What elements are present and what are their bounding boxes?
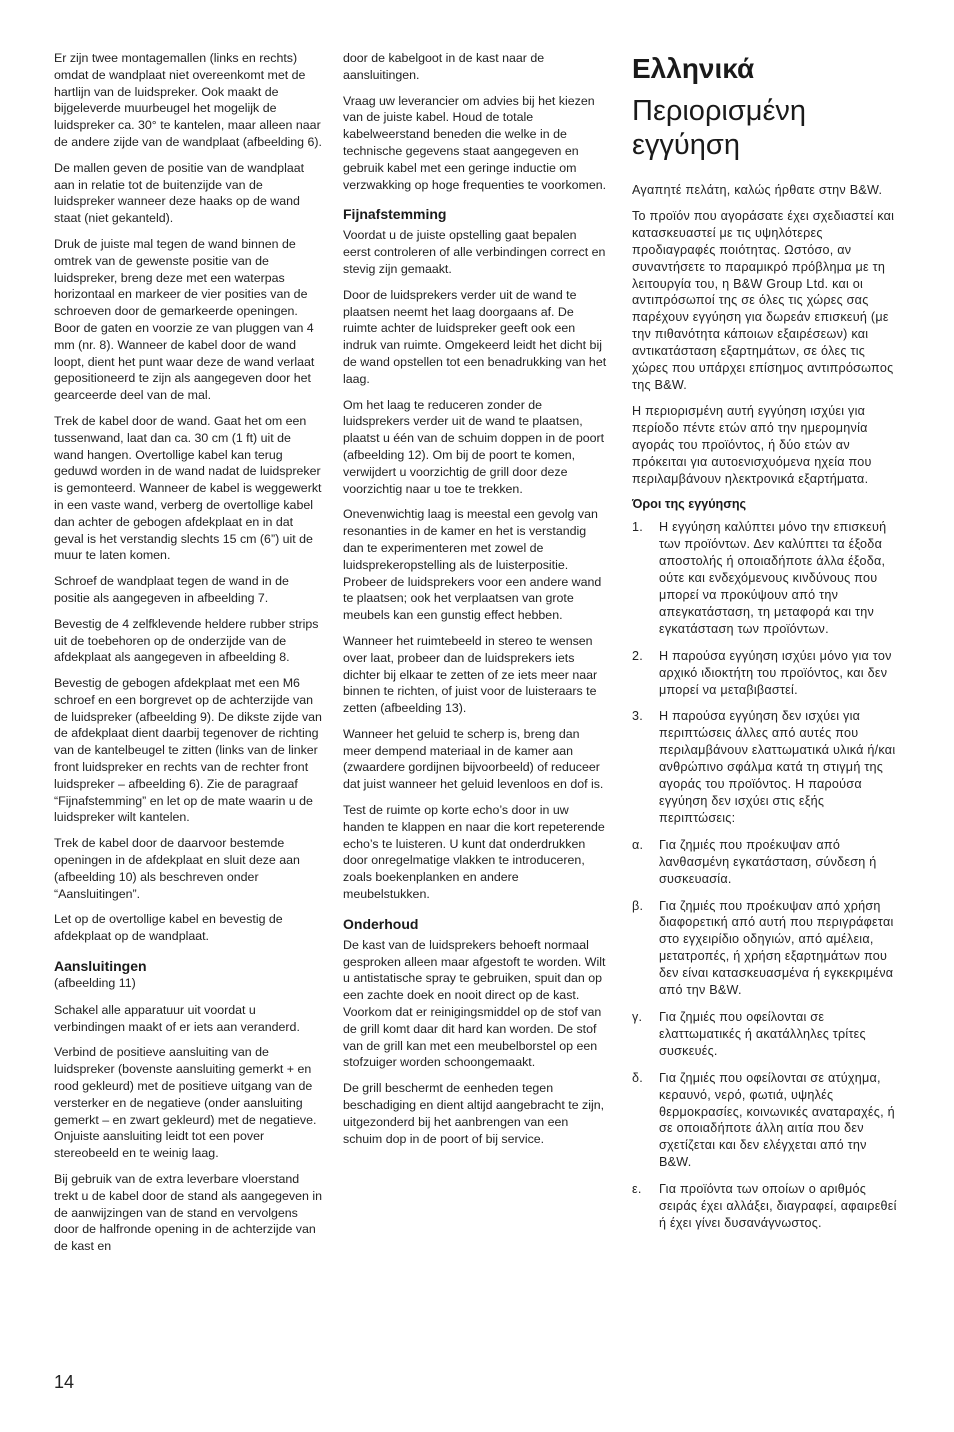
list-item-text: Για ζημιές που οφείλονται σε ατύχημα, κεραυνό, νερό, φωτιά, υψηλές θερμοκρασίες, κοινωνικές αναταραχές, ή σε οποιαδήποτε άλλη αιτία που δεν σχετίζεται και δεν ελέγχεται από την B&W. bbox=[659, 1070, 895, 1170]
paragraph: Bevestig de 4 zelfklevende heldere rubber strips uit de toebehoren op de onderzijde van de afdekplaat als aangegeven in afbeelding 8. bbox=[54, 616, 319, 665]
document-title-line: Περιορισμένη bbox=[632, 95, 807, 127]
document-title-line: εγγύηση bbox=[632, 129, 740, 161]
section-heading-onderhoud: Onderhoud bbox=[343, 915, 419, 932]
document-title bbox=[632, 94, 898, 162]
paragraph: Test de ruimte op korte echo’s door in uw handen te klappen en naar die kort repeterende echo’s te luisteren. U kunt dat onderdrukken door onregelmatige vlakken te introduceren, zoals boekenplanken en andere meubelstukken. bbox=[343, 803, 605, 902]
list-item bbox=[632, 837, 898, 888]
list-item bbox=[632, 648, 898, 699]
paragraph: Η περιορισμένη αυτή εγγύηση ισχύει για περίοδο πέντε ετών από την ημερομηνία αγοράς του προϊόντος, ή δύο ετών αν πρόκειται για αυτοενισχυόμενα ηχεία που περιλαμβάνουν ηλεκτρονικά εξαρτήματα. bbox=[632, 403, 872, 486]
list-item bbox=[632, 708, 898, 826]
paragraph: Om het laag te reduceren zonder de luidsprekers verder uit de wand te plaatsen, plaatst u één van de schuim doppen in de poort (afbeelding 12). Om bij de poort te komen, verwijdert u voorzichtig de grill door deze voorzichtig naar u toe te trekken. bbox=[343, 397, 605, 496]
paragraph: Druk de juiste mal tegen de wand binnen de omtrek van de gewenste positie van de luidspreker, breng deze met een waterpas horizontaal en markeer de vier posities van de schroeven door de gemarkeerde openingen. Boor de gaten en voorzie ze van pluggen van 4 mm (nr. 8). Wanneer de kabel door de wand loopt, dient het punt waar deze de wand verlaat gepositioneerd te zijn als aangegeven door het gearceerde deel van de mal. bbox=[54, 236, 315, 403]
column-right bbox=[632, 50, 898, 1242]
list-item-text: Η εγγύηση καλύπτει μόνο την επισκευή των προϊόντων. Δεν καλύπτει τα έξοδα αποστολής ή οποιαδήποτε άλλα έξοδα, ούτε και ενδεχόμενους κινδύνους που μπορεί να προκύψουν από την απεγκατάσταση, τη μεταφορά και την εγκατάσταση των προϊόντων. bbox=[659, 520, 887, 636]
list-item-text: Για ζημιές που οφείλονται σε ελαττωματικές ή ακατάλληλες τρίτες συσκευές. bbox=[659, 1009, 866, 1058]
list-item bbox=[632, 519, 898, 637]
list-item-number: 1. bbox=[632, 520, 644, 535]
paragraph: Bevestig de gebogen afdekplaat met een M6 schroef en een borgrevet op de achterzijde van de luidspreker (afbeelding 9). De dikste zijde van de afdekplaat dient daarbij tegenover de richting van de kantelbeugel te zitten (links van de linker front luidspreker en rechts van de rechter front luidspreker – afbeelding 6). Zie de paragraaf “Fijnafstemming” en let op de mate waarin u de luidspreker wilt kantelen. bbox=[54, 676, 322, 825]
terms-list bbox=[632, 519, 898, 1231]
list-item-text: Για ζημιές που προέκυψαν από λανθασμένη εγκατάσταση, σύνδεση ή συσκευασία. bbox=[659, 837, 877, 886]
list-item bbox=[632, 898, 898, 999]
paragraph: Το προϊόν που αγοράσατε έχει σχεδιαστεί και κατασκευαστεί με τις υψηλότερες προδιαγραφές ποιότητας. Ωστόσο, αν συναντήσετε το παραμικρό πρόβλημα με τη λειτουργία του, η B&W Group Ltd. και οι αντιπρόσωποί της σε όλες τις χώρες σας παρέχουν εγγύηση για δωρεάν επισκευή (με την πιθανότητα κάποιων εξαιρέσεων) και αντικατάσταση εξαρτημάτων, σε όλες τις χώρες που υπάρχει επίσημος αντιπρόσωπος της B&W. bbox=[632, 208, 895, 392]
paragraph: De grill beschermt de eenheden tegen beschadiging en dient altijd aangebracht te zijn, uitgezonderd bij het aanbrengen van een schuim dop in de poort of bij service. bbox=[343, 1081, 605, 1146]
paragraph: Let op de overtollige kabel en bevestig de afdekplaat op de wandplaat. bbox=[54, 912, 283, 944]
list-item-number: β. bbox=[632, 898, 644, 913]
list-item-number: α. bbox=[632, 837, 644, 852]
paragraph: Trek de kabel door de wand. Gaat het om een tussenwand, laat dan ca. 30 cm (1 ft) uit de wand hangen. Overtollige kabel kan terug geduwd worden in de wand nadat de luidspreker is gemonteerd. Wanneer de kabel is weggewerkt in een vaste wand, verberg de overtollige kabel dan achter de gebogen afdekplaat en in dat geval is het verstandig slechts 15 cm (6”) uit de muur te laten komen. bbox=[54, 413, 322, 563]
column-left bbox=[54, 50, 322, 1264]
list-item bbox=[632, 1009, 898, 1060]
section-subheading: (afbeelding 11) bbox=[54, 976, 136, 991]
section-heading-aansluitingen: Aansluitingen bbox=[54, 958, 147, 975]
paragraph: Αγαπητέ πελάτη, καλώς ήρθατε στην B&W. bbox=[632, 183, 883, 197]
paragraph: Verbind de positieve aansluiting van de luidspreker (bovenste aansluiting gemerkt + en rood gekleurd) met de positieve uitgang van de versterker en de negatieve (onder aansluiting gemerkt – en zwart gekleurd) met de negatieve. Onjuiste aansluiting leidt tot een pover stereobeeld en te weinig laag. bbox=[54, 1045, 317, 1161]
paragraph: Schroef de wandplaat tegen de wand in de positie als aangegeven in afbeelding 7. bbox=[54, 574, 289, 605]
column-middle bbox=[343, 50, 607, 1156]
list-item-text: Για προϊόντα των οποίων ο αριθμός σειράς έχει αλλάξει, διαγραφεί, αφαιρεθεί ή έχει γίνει δυσανάγνωστος. bbox=[659, 1182, 897, 1230]
paragraph: Trek de kabel door de daarvoor bestemde openingen in de afdekplaat en sluit deze aan (afbeelding 10) als beschreven onder “Aansluitingen”. bbox=[54, 836, 300, 901]
list-item-number: γ. bbox=[632, 1009, 643, 1024]
list-item-text: Η παρούσα εγγύηση ισχύει μόνο για τον αρχικό ιδιοκτήτη του προϊόντος, και δεν μπορεί να μεταβιβαστεί. bbox=[659, 648, 892, 697]
language-title: Ελληνικά bbox=[632, 53, 755, 84]
paragraph: De kast van de luidsprekers behoeft normaal gesproken alleen maar afgestoft te worden. Wilt u antistatische spray te gebruiken, spuit dan op een zachte doek en nooit direct op de kast. Voorkom dat er reinigingsmiddel op de stof van de grill komt daar dit hard kan worden. De stof van de grill kan met een meubelborstel op een stofzuiger worden schoongemaakt. bbox=[343, 937, 606, 1070]
list-item bbox=[632, 1070, 898, 1171]
page-number: 14 bbox=[54, 1372, 75, 1392]
paragraph: Voordat u de juiste opstelling gaat bepalen eerst controleren of alle verbindingen correct en stevig zijn gemaakt. bbox=[343, 228, 606, 276]
list-item-number: ε. bbox=[632, 1182, 642, 1197]
list-item-text: Η παρούσα εγγύηση δεν ισχύει για περιπτώσεις άλλες από αυτές που περιλαμβάνουν ελαττωματικά υλικά ή/και ανθρώπινο σφάλμα κατά τη στιγμή της αγοράς του προϊόντος. Η παρούσα εγγύηση δεν ισχύει στις εξής περιπτώσεις: bbox=[659, 709, 896, 825]
list-item-text: Για ζημιές που προέκυψαν από χρήση διαφορετική από αυτή που περιγράφεται στο εγχειρίδιο οδηγιών, από αμέλεια, μετατροπές, ή χρήση εξαρτημάτων που δεν είναι κατασκευασμένα ή εγκεκριμένα από την B&W. bbox=[659, 898, 894, 998]
list-item bbox=[632, 1181, 898, 1232]
paragraph: De mallen geven de positie van de wandplaat aan in relatie tot de buitenzijde van de luidspreker wanneer deze haaks op de wand staat (niet gekanteld). bbox=[54, 160, 305, 226]
paragraph: Vraag uw leverancier om advies bij het kiezen van de juiste kabel. Houd de totale kabelweerstand beneden die welke in de technische gegevens staat aangegeven en gebruik kabel met een geringe inductie om verzwakking op hoge frequenties te voorkomen. bbox=[343, 93, 607, 192]
paragraph: Wanneer het ruimtebeeld in stereo te wensen over laat, probeer dan de luidsprekers iets dichter bij elkaar te zetten of ze iets meer naar binnen te richten, of juist voor de luisteraars te zetten (afbeelding 13). bbox=[343, 633, 598, 716]
paragraph: Schakel alle apparatuur uit voordat u verbindingen maakt of er iets aan veranderd. bbox=[54, 1002, 300, 1034]
paragraph: Door de luidsprekers verder uit de wand te plaatsen neemt het laag doorgaans af. De ruimte achter de luidspreker geeft ook een indruk van ruimte. Omgekeerd leidt het dicht bij de wand opstellen tot een benadrukking van het laag. bbox=[343, 287, 607, 386]
list-item-number: 3. bbox=[632, 709, 644, 724]
paragraph: door de kabelgoot in de kast naar de aansluitingen. bbox=[343, 51, 545, 82]
paragraph: Er zijn twee montagemallen (links en rechts) omdat de wandplaat niet overeenkomt met de hartlijn van de luidspreker. Ook maakt de bijgeleverde muurbeugel het mogelijk de luidspreker ca. 30° te kantelen, maar alleen naar de andere zijde van de wandplaat (afbeelding 6). bbox=[54, 51, 322, 149]
list-item-number: δ. bbox=[632, 1070, 644, 1085]
list-item-number: 2. bbox=[632, 648, 644, 663]
paragraph: Bij gebruik van de extra leverbare vloerstand trekt u de kabel door de stand als aangegeven in de aanwijzingen van de stand en vervolgens door de halfronde opening in de achterzijde van de kast en bbox=[54, 1172, 322, 1254]
terms-heading: Όροι της εγγύησης bbox=[632, 497, 747, 512]
section-heading-fijnafstemming: Fijnafstemming bbox=[343, 206, 447, 223]
paragraph: Onevenwichtig laag is meestal een gevolg van resonanties in de kamer en het is verstandig dan te experimenteren met zowel de luidsprekeropstelling als de luisterpositie. Probeer de luidsprekers voor een andere wand te plaatsen; ook het verplaatsen van grote meubels kan een gunstig effect hebben. bbox=[343, 507, 602, 623]
paragraph: Wanneer het geluid te scherp is, breng dan meer dempend materiaal in de kamer aan (zwaardere gordijnen bijvoorbeeld) of reduceer dat juist wanneer het geluid levenloos en dof is. bbox=[343, 726, 604, 792]
